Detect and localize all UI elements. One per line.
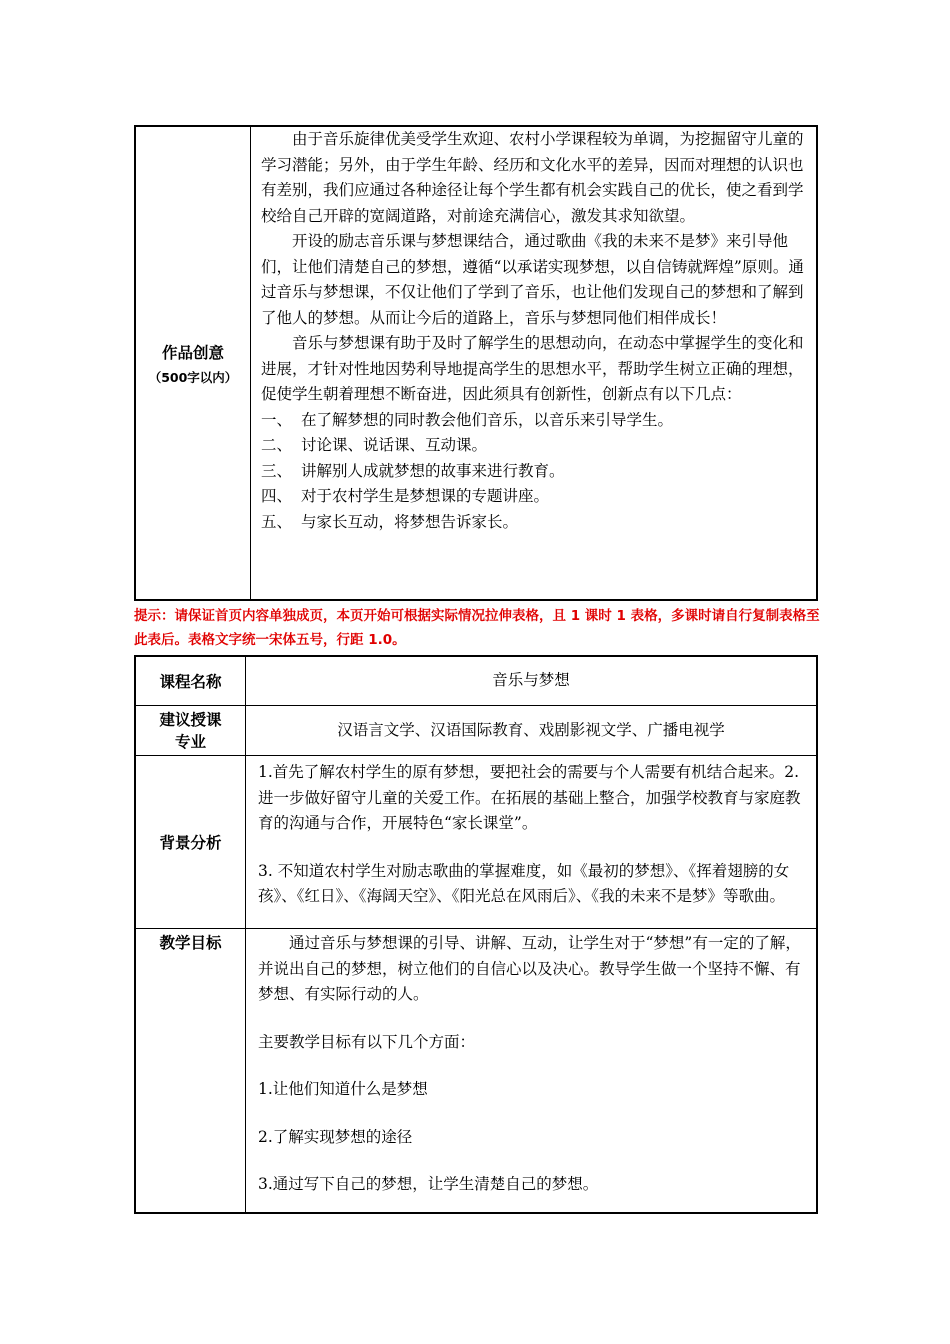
course-name-label: 课程名称: [136, 657, 246, 705]
goal-intro: 通过音乐与梦想课的引导、讲解、互动，让学生对于“梦想”有一定的了解，并说出自己的梦想，树立他们的自信心以及决心。教导学生做一个坚持不懈、有梦想、有实际行动的人。: [258, 934, 801, 1003]
creativity-paragraph-3: 音乐与梦想课有助于及时了解学生的思想动向，在动态中掌握学生的变化和进展，才针对性地因势利导地提高学生的思想水平，帮助学生树立正确的理想，促使学生朝着理想不断奋进，因此须具有创新性，创新点有以下几点：: [261, 334, 804, 403]
creativity-table: [134, 125, 818, 601]
creativity-paragraph-1: 由于音乐旋律优美受学生欢迎、农村小学课程较为单调，为挖掘留守儿童的学习潜能；另外，由于学生年龄、经历和文化水平的差异，因而对理想的认识也有差别，我们应通过各种途径让每个学生都有机会实践自己的优长，使之看到学校给自己开辟的宽阔道路，对前途充满信心，激发其求知欲望。: [261, 130, 804, 225]
goal-item: 3.通过写下自己的梦想，让学生清楚自己的梦想。: [258, 1175, 599, 1193]
goal-item: 1.让他们知道什么是梦想: [258, 1080, 428, 1098]
creativity-content: [251, 127, 816, 599]
goal-label: 教学目标: [136, 929, 246, 1212]
list-item: 一、 在了解梦想的同时教会他们音乐，以音乐来引导学生。: [261, 410, 674, 429]
major-label: 建议授课专业: [136, 706, 246, 755]
hint-note: [134, 604, 824, 652]
creativity-paragraph-2: 开设的励志音乐课与梦想课结合，通过歌曲《我的未来不是梦》来引导他们，让他们清楚自己的梦想，遵循“以承诺实现梦想，以自信铸就辉煌”原则。通过音乐与梦想课，不仅让他们了学到了音乐，也让他们发现自己的梦想和了解到了他人的梦想。从而让今后的道路上，音乐与梦想同他们相伴成长！: [261, 232, 804, 327]
list-item: 三、 讲解别人成就梦想的故事来进行教育。: [261, 461, 565, 480]
goal-content: [246, 929, 816, 1212]
goal-item: 2.了解实现梦想的途径: [258, 1127, 413, 1146]
background-label: 背景分析: [136, 756, 246, 928]
background-content: [246, 756, 816, 928]
course-name-value: 音乐与梦想: [492, 671, 570, 690]
list-item: 二、 讨论课、说话课、互动课。: [261, 436, 488, 454]
course-table: [134, 655, 818, 1214]
major-value: 汉语言文学、汉语国际教育、戏剧影视文学、广播电视学: [337, 720, 725, 739]
creativity-label: 作品创意: [161, 344, 224, 362]
goal-row: [136, 929, 816, 1212]
background-paragraph-1: 1.首先了解农村学生的原有梦想，要把社会的需要与个人需要有机结合起来。2.进一步做好留守儿童的关爱工作。在拓展的基础上整合，加强学校教育与家庭教育的沟通与合作，开展特色“家长课堂”。: [258, 763, 801, 832]
goal-lead: 主要教学目标有以下几个方面：: [258, 1032, 476, 1051]
background-row: [136, 756, 816, 929]
background-paragraph-2: 3. 不知道农村学生对励志歌曲的掌握难度，如《最初的梦想》、《挥着翅膀的女孩》、《红日》、《海阔天空》、《阳光总在风雨后》、《我的未来不是梦》等歌曲。: [258, 861, 790, 905]
creativity-label-cell: [136, 127, 251, 599]
list-item: 四、 对于农村学生是梦想课的专题讲座。: [261, 487, 550, 505]
hint-text: 请保证首页内容单独成页，本页开始可根据实际情况拉伸表格，且 1 课时 1 表格，多课时请自行复制表格至此表后。表格文字统一宋体五号，行距 1.0。: [134, 608, 820, 648]
creativity-label-sub: （500字以内）: [148, 370, 238, 385]
course-name-row: [136, 657, 816, 706]
hint-label: 提示：: [134, 608, 175, 624]
list-item: 五、 与家长互动，将梦想告诉家长。: [261, 512, 519, 531]
major-row: [136, 706, 816, 756]
